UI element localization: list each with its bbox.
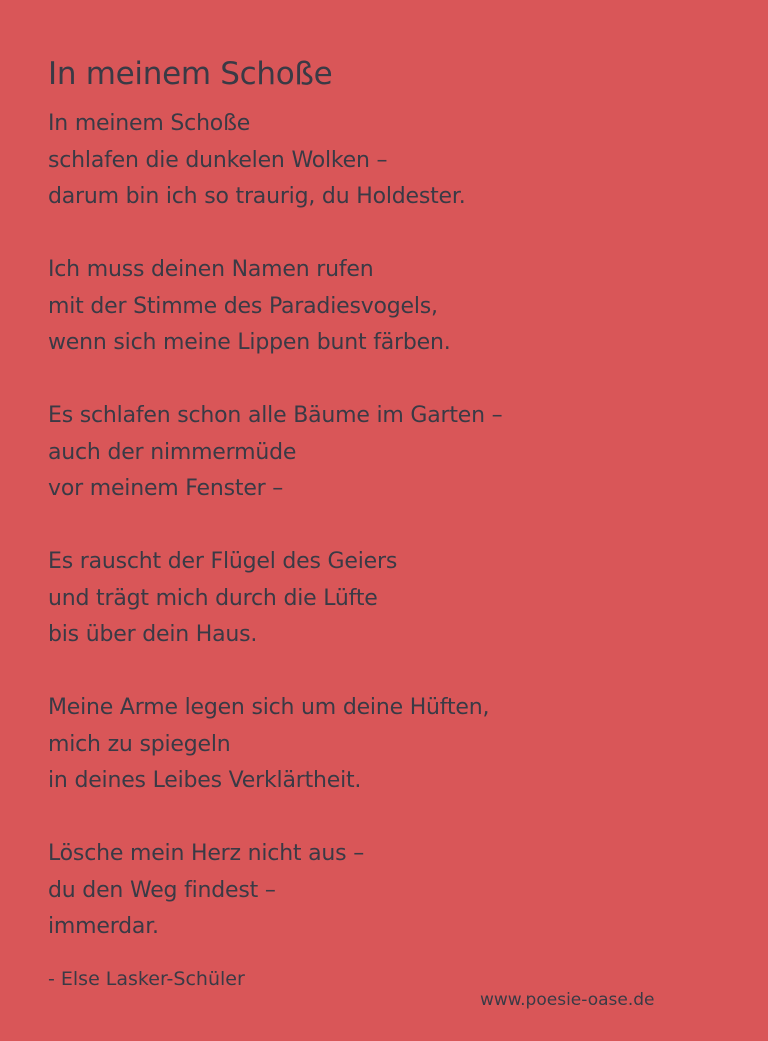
- poem-line: auch der nimmermüde: [48, 439, 297, 465]
- stanza-1: [48, 106, 728, 216]
- poem-line: in deines Leibes Verklärtheit.: [48, 768, 362, 793]
- poem-body: [48, 106, 728, 982]
- stanza-5: [48, 690, 728, 800]
- poem-line: vor meinem Fenster –: [48, 476, 284, 501]
- poem-author: - Else Lasker-Schüler: [48, 968, 245, 990]
- poem-line: bis über dein Haus.: [48, 622, 258, 647]
- stanza-4: [48, 544, 728, 654]
- poem-line: immerdar.: [48, 914, 159, 939]
- website-watermark: www.poesie-oase.de: [480, 990, 655, 1010]
- poem-title: In meinem Schoße: [48, 56, 333, 92]
- poem-line: Meine Arme legen sich um deine Hüften,: [48, 695, 490, 720]
- poem-line: darum bin ich so traurig, du Holdester.: [48, 184, 466, 209]
- poem-line: Es schlafen schon alle Bäume im Garten –: [48, 403, 503, 428]
- poem-line: mich zu spiegeln: [48, 731, 231, 757]
- stanza-6: [48, 836, 728, 946]
- poem-line: und trägt mich durch die Lüfte: [48, 585, 378, 611]
- poem-line: wenn sich meine Lippen bunt färben.: [48, 330, 451, 355]
- poem-line: Ich muss deinen Namen rufen: [48, 257, 374, 282]
- poem-line: Es rauscht der Flügel des Geiers: [48, 549, 398, 574]
- stanza-3: [48, 398, 728, 508]
- poem-line: In meinem Schoße: [48, 111, 251, 136]
- poem-line: mit der Stimme des Paradiesvogels,: [48, 293, 438, 319]
- stanza-2: [48, 252, 728, 362]
- poem-line: schlafen die dunkelen Wolken –: [48, 147, 388, 173]
- poem-line: Lösche mein Herz nicht aus –: [48, 841, 365, 866]
- poem-line: du den Weg findest –: [48, 877, 276, 903]
